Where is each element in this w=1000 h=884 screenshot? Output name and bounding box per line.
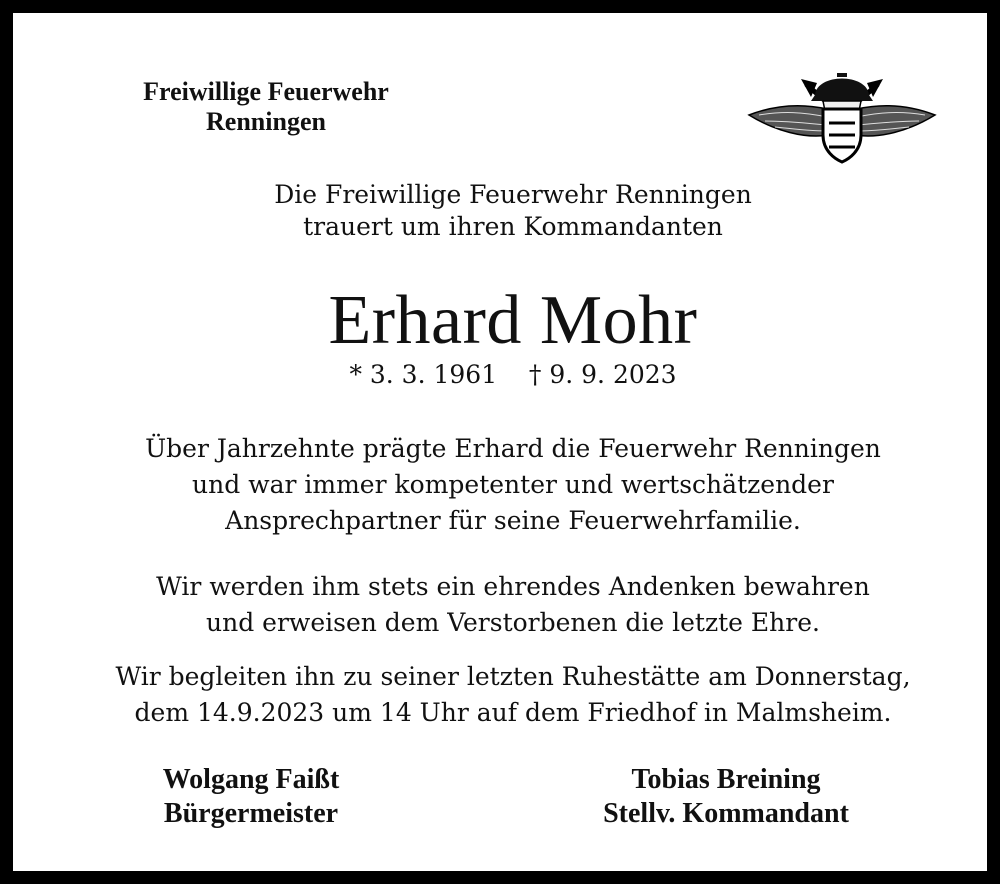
- tribute-line-1: Über Jahrzehnte prägte Erhard die Feuerwehr Renningen: [145, 434, 881, 463]
- organization-name: [83, 77, 449, 137]
- signature-title: Bürgermeister: [163, 798, 339, 829]
- funeral-line-2: dem 14.9.2023 um 14 Uhr auf dem Friedhof in Malmsheim.: [134, 698, 892, 727]
- deceased-name: Erhard Mohr: [328, 282, 698, 359]
- tribute-paragraph: [13, 431, 1000, 539]
- life-dates: * 3. 3. 1961 † 9. 9. 2023: [349, 360, 677, 389]
- intro-line-2: trauert um ihren Kommandanten: [303, 212, 723, 241]
- signature-mayor: [111, 763, 391, 831]
- funeral-paragraph: [13, 659, 1000, 731]
- signature-name: Wolgang Faißt: [162, 764, 340, 795]
- tribute-line-3: Ansprechpartner für seine Feuerwehrfamilie.: [225, 506, 801, 535]
- tribute-line-2: und war immer kompetenter und wertschätzender: [192, 470, 834, 499]
- signature-name: Tobias Breining: [631, 764, 821, 795]
- organization-line-1: Freiwillige Feuerwehr: [143, 77, 389, 106]
- remembrance-paragraph: [13, 569, 1000, 641]
- intro-text: [13, 179, 1000, 243]
- remembrance-line-2: und erweisen dem Verstorbenen die letzte Ehre.: [206, 608, 820, 637]
- intro-line-1: Die Freiwillige Feuerwehr Renningen: [274, 180, 752, 209]
- signature-deputy-commander: [561, 763, 891, 831]
- organization-line-2: Renningen: [206, 107, 326, 136]
- remembrance-line-1: Wir werden ihm stets ein ehrendes Andenken bewahren: [156, 572, 870, 601]
- funeral-line-1: Wir begleiten ihn zu seiner letzten Ruhestätte am Donnerstag,: [115, 662, 911, 691]
- fire-brigade-emblem-icon: [745, 65, 939, 165]
- signature-title: Stellv. Kommandant: [603, 798, 849, 829]
